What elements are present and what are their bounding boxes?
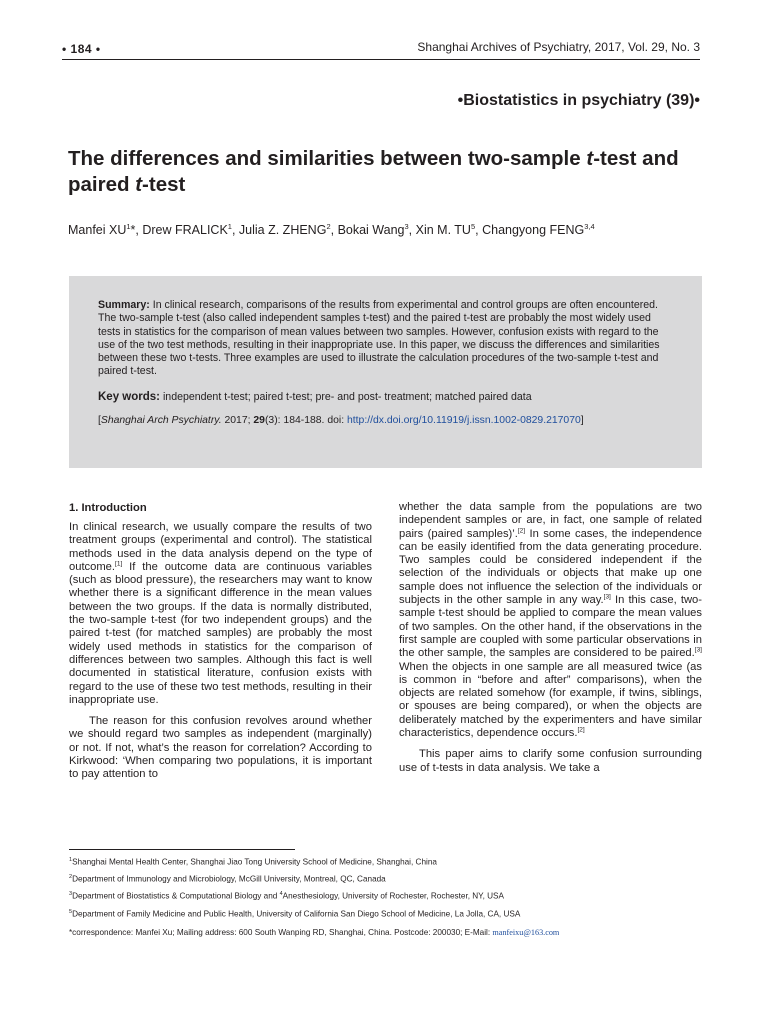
series-label: •Biostatistics in psychiatry (39)• [457, 92, 700, 109]
author-name: Manfei XU [68, 223, 127, 238]
section-heading: 1. Introduction [69, 502, 147, 514]
page-number: • 184 • [62, 42, 101, 56]
affiliation: $^3$Department of Biostatistics & Computational Biology and $^4$Anesthesiology, University of Rochester, Rochester, NY, USA [69, 891, 504, 902]
author-affiliation-mark: 1 [126, 222, 131, 231]
affiliations [69, 853, 709, 940]
author-affiliation-mark: 3 [404, 222, 409, 231]
summary: Summary: In clinical research, comparisons of the results from experimental and control groups are often encountered. The two-sample t-test (also called independent samples t-test) and the paired t-test are probably the most widely used tests in statistics for the comparison of mean values between two samples. However, confusion exists with regard to the use of the two test methods, resulting in their inappropriate use. In this paper, we discuss the differences and similarities between these two t-tests. Three examples are used to illustrate the calculation procedures of the two-sample t-test and paired t-test. [98, 299, 660, 378]
citation: [Shanghai Arch Psychiatry. 2017; 29(3): 184-188. doi: http://dx.doi.org/10.11919/j.issn.1002-0829.217070] [98, 414, 584, 426]
affiliation: $^5$Department of Family Medicine and Public Health, University of California San Diego School of Medicine, La Jolla, CA, USA [69, 908, 521, 919]
header-rule [62, 59, 700, 60]
paragraph: This paper aims to clarify some confusion surrounding use of t-tests in data analysis. We take a [399, 748, 702, 774]
author-affiliation-mark: 3,4 [584, 222, 595, 231]
paragraph: The reason for this confusion revolves around whether we should regard two samples as independent (marginally) or not. If not, what’s the reason for correlation? According to Kirkwood: ‘When comparing two populations, it is important to pay attention to [69, 715, 372, 781]
keywords: Key words: independent t-test; paired t-test; pre- and post- treatment; matched paired data [98, 390, 532, 403]
author-name: Julia Z. ZHENG [238, 223, 327, 238]
affiliation: $^2$Department of Immunology and Microbiology, McGill University, Montreal, QC, Canada [69, 874, 386, 884]
author-name: Bokai Wang [337, 223, 405, 238]
body-column-right [399, 501, 702, 775]
email-link[interactable]: manfeixu@163.com [492, 927, 560, 937]
body-column-left [69, 501, 372, 782]
footnote-rule [69, 849, 295, 850]
author-affiliation-mark: 1 [227, 222, 232, 231]
abstract-box [69, 276, 702, 468]
paragraph: whether the data sample from the populations are two independent samples or are, in fact, one sample of related pairs (paired samples)’.[2] In some cases, the independence can be easily identified from the data generating procedure. Two samples could be considered independent if the selection of the individuals or objects that make up one sample does not influence the selection of the individuals or subjects in the other sample in any way.[3] In this case, two-sample t-test should be applied to compare the mean values of two samples. On the other hand, if the observations in the first sample are coupled with some particular observations in the other sample, the samples are considered to be paired.[3] When the objects in one sample are all measured twice (as is common in “before and after” comparisons), when the objects are related somehow (for example, if twins, siblings, or spouses are being compared), or when the objects are deliberately matched by the experimenters and have similar characteristics, dependence occurs.[2] [399, 501, 702, 740]
affiliation: $^1$Shanghai Mental Health Center, Shanghai Jiao Tong University School of Medicine, Shanghai, China [69, 857, 437, 867]
author-name: Changyong FENG [482, 223, 585, 238]
author-list: Manfei $XU^1*$, Drew FRALICK$^1$, Julia Z. ZHENG$^2$, Bokai Wang$^3$, Xin M. $TU^5$, Changyong FENG$^{3,4}$ [68, 222, 595, 238]
journal-header: Shanghai Archives of Psychiatry, 2017, Vol. 29, No. 3 [417, 40, 700, 54]
author-name: Xin M. TU [415, 223, 471, 238]
paragraph: In clinical research, we usually compare the results of two treatment groups (experimental and control). The statistical methods used in the data analysis depend on the type of outcome.[1] If the outcome data are continuous variables (such as blood pressure), the researchers may want to know whether there is a significant difference in the mean values between the two groups. If the data is normally distributed, the two-sample t-test (for two independent groups) and the paired t-test (for matched samples) are probably the most widely used methods in statistics for the comparison of differences between two samples. Although this fact is well documented in statistical literature, confusion exists with regard to the use of these two test methods, resulting in their inappropriate use. [69, 521, 372, 706]
correspondence: *correspondence: Manfei Xu; Mailing address: 600 South Wanping RD, Shanghai, China. Postcode: 200030; E-Mail: manfeixu@163.com [69, 927, 560, 937]
author-name: Drew FRALICK [142, 223, 228, 238]
corresponding-mark: * [130, 223, 136, 238]
article-title: The differences and similarities between two-sample t-test and paired t-test [68, 147, 679, 196]
doi-link[interactable]: http://dx.doi.org/10.11919/j.issn.1002-0829.217070 [346, 414, 581, 426]
author-affiliation-mark: 5 [470, 222, 476, 231]
author-affiliation-mark: 2 [326, 222, 331, 231]
